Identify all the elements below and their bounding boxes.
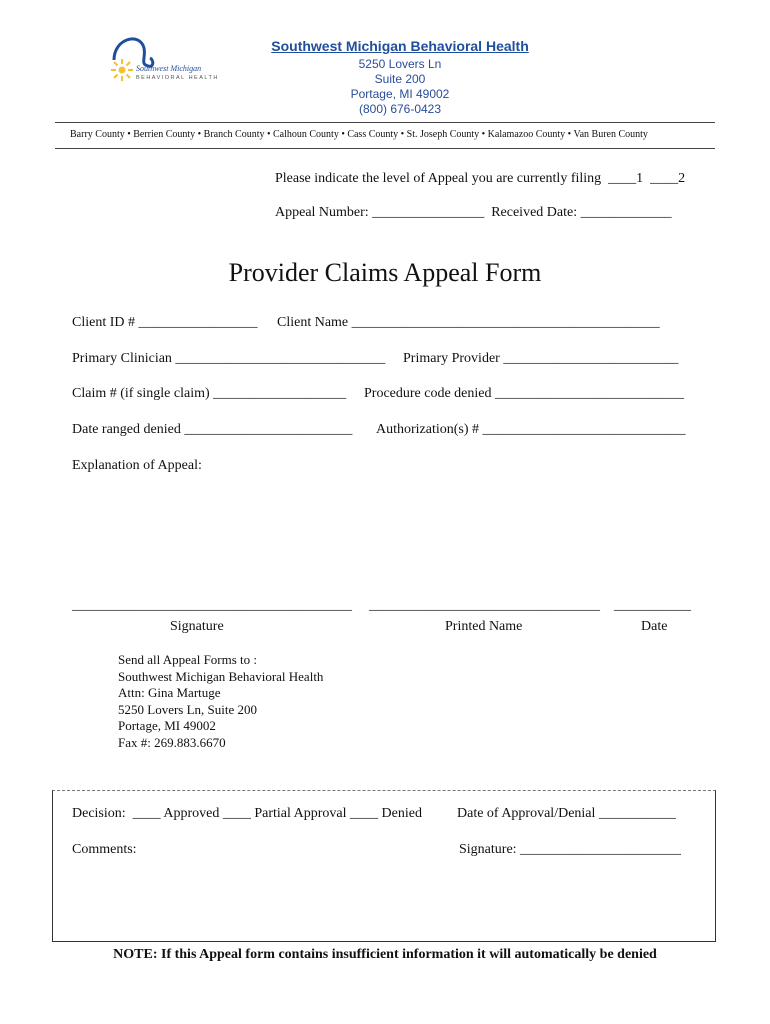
comments-label: Comments: [72, 842, 137, 857]
address-line-1: 5250 Lovers Ln [358, 57, 442, 71]
page-title: Provider Claims Appeal Form [228, 258, 542, 287]
address-line-2: Suite 200 [374, 72, 426, 86]
mailing-line: 5250 Lovers Ln, Suite 200 [118, 701, 258, 717]
decision-signature-field[interactable]: Signature: _______________________ [459, 842, 682, 857]
county-list: Barry County • Berrien County • Branch County • Calhoun County • Cass County • St. Joseph County • Kalamazoo County • Van Buren County [70, 129, 648, 140]
header-divider [55, 122, 715, 123]
printed-name-line[interactable]: _________________________________ [369, 598, 600, 613]
explanation-label: Explanation of Appeal: [72, 458, 202, 473]
explanation-area[interactable] [72, 480, 694, 600]
decision-field[interactable]: Decision: ____ Approved ____ Partial Approval ____ Denied [72, 806, 422, 821]
client-id-field[interactable]: Client ID # _________________ [72, 315, 258, 330]
insufficient-info-note: NOTE: If this Appeal form contains insufficient information it will automatically be denied [113, 947, 657, 962]
primary-provider-field[interactable]: Primary Provider _________________________ [403, 351, 679, 366]
mailing-line: Portage, MI 49002 [118, 718, 216, 733]
primary-clinician-field[interactable]: Primary Clinician ______________________________ [72, 351, 386, 366]
date-line[interactable]: ___________ [614, 598, 691, 613]
approval-date-field[interactable]: Date of Approval/Denial ___________ [457, 806, 676, 821]
client-name-field[interactable]: Client Name ____________________________________________ [277, 315, 660, 330]
mailing-line: Send all Appeal Forms to : [118, 652, 258, 667]
mailing-line: Southwest Michigan Behavioral Health [118, 668, 324, 684]
mailing-address [118, 652, 323, 751]
county-divider [55, 148, 715, 149]
appeal-number-field[interactable]: Appeal Number: ________________ Received Date: _____________ [275, 205, 672, 220]
org-name: Southwest Michigan Behavioral Health [271, 38, 529, 54]
address-line-3: Portage, MI 49002 [350, 87, 450, 101]
printed-name-label: Printed Name [445, 619, 523, 634]
phone-number: (800) 676-0423 [358, 102, 442, 116]
mailing-line: Fax #: 269.883.6670 [118, 734, 226, 750]
date-label: Date [641, 619, 668, 634]
claim-number-field[interactable]: Claim # (if single claim) ___________________ [72, 386, 347, 401]
date-range-field[interactable]: Date ranged denied ________________________ [72, 422, 353, 437]
logo [104, 30, 224, 88]
mailing-line: Attn: Gina Martuge [118, 685, 221, 700]
logo-subtext: BEHAVIORAL HEALTH [136, 75, 219, 81]
appeal-level-field[interactable]: Please indicate the level of Appeal you are currently filing ____1 ____2 [275, 171, 686, 186]
logo-text: Southwest Michigan [136, 64, 202, 73]
signature-label: Signature [170, 619, 224, 634]
signature-line[interactable]: ________________________________________ [72, 598, 352, 613]
authorizations-field[interactable]: Authorization(s) # _____________________________ [376, 422, 686, 437]
procedure-code-field[interactable]: Procedure code denied ___________________________ [364, 386, 684, 401]
